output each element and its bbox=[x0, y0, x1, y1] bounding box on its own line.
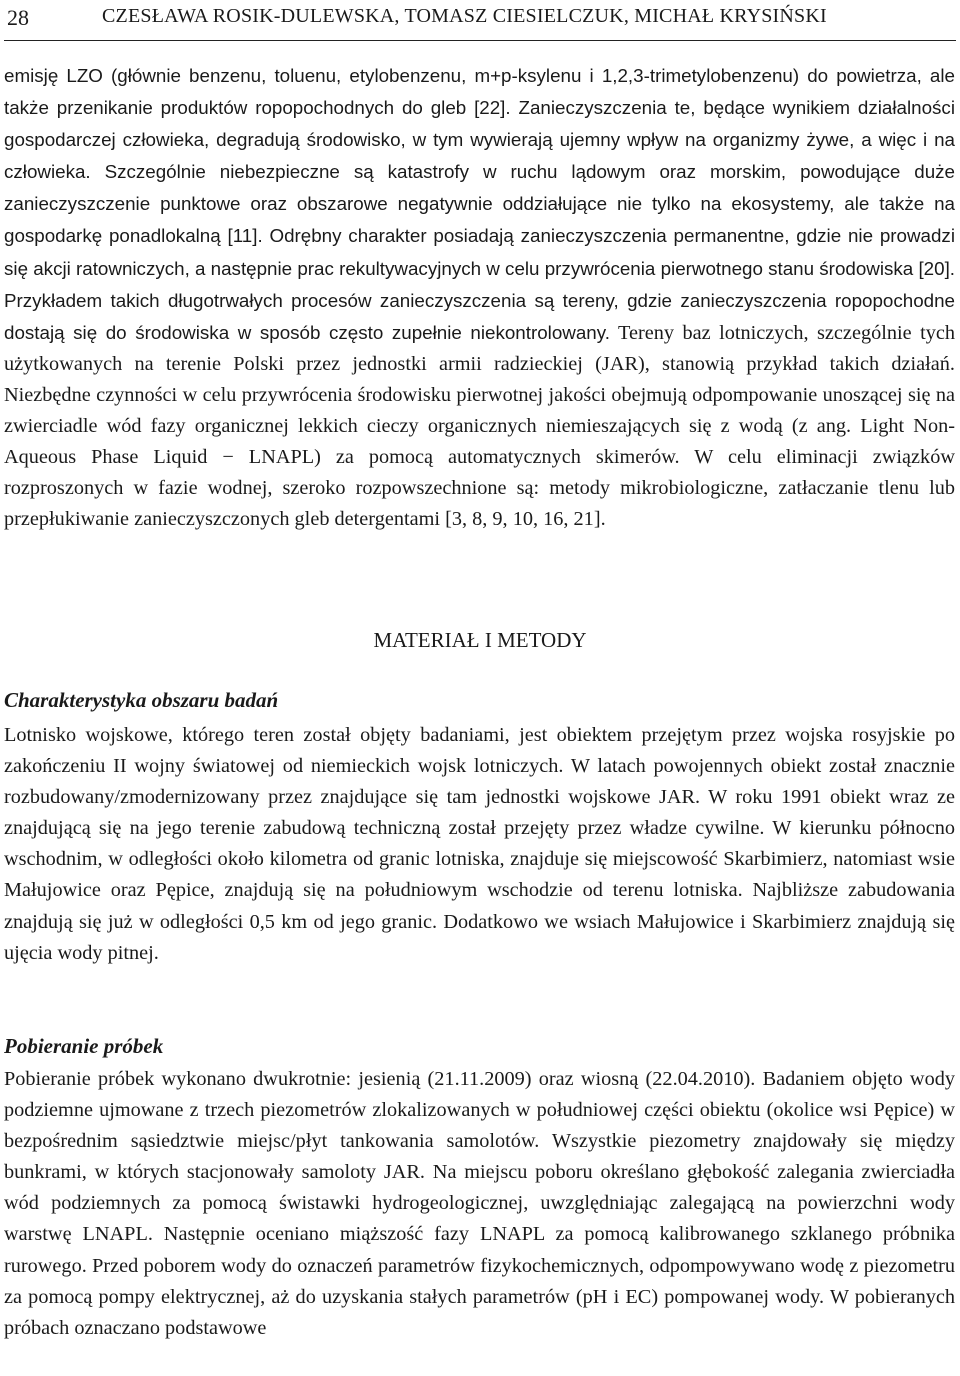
page-number: 28 bbox=[7, 5, 29, 30]
intro-sentences-sans: emisję LZO (głównie benzenu, toluenu, etylobenzenu, m+p-ksylenu i 1,2,3-trimetylobenzenu) do powietrza, ale także przenikanie produktów ropopochodnych do gleb [22]. Zanieczyszczenia te, będące wynikiem działalności gospodarczej człowieka, degradują środowisko, w tym wywierają ujemny wpływ na organizmy żywe, a więc i na człowieka. Szczególnie niebezpieczne są katastrofy w ruchu lądowym oraz morskim, powodujące duże zanieczyszczenie punktowe oraz obszarowe negatywnie oddziałujące nie tylko na ekosystemy, ale także na gospodarkę ponadlokalną [11]. Odrębny charakter posiadają zanieczyszczenia permanentne, gdzie nie prowadzi się akcji ratowniczych, a następnie prac rekultywacyjnych w celu przywrócenia pierwotnego stanu środowiska [20]. bbox=[4, 65, 955, 279]
sampling-paragraph: Pobieranie próbek wykonano dwukrotnie: jesienią (21.11.2009) oraz wiosną (22.04.2010). Badaniem objęto wody podziemne ujmowane z trzech piezometrów zlokalizowanych w południowej części obiektu (okolice wsi Pępice) w bezpośrednim sąsiedztwie miejsc/płyt tankowania samolotów. Wszystkie piezometry znajdowały się między bunkrami, w których stacjonowały samoloty JAR. Na miejscu poboru określano głębokość zalegania zwierciadła wód podziemnych za pomocą świstawki hydrogeologicznej, uwzględniając zalegającą na powierzchni wody warstwę LNAPL. Następnie oceniano miąższość fazy LNAPL za pomocą kalibrowanego szklanego próbnika rurowego. Przed poborem wody do oznaczeń parametrów fizykochemicznych, odpompowywano wodę z piezometru za pomocą pompy elektrycznej, aż do uzyskania stałych parametrów (pH i EC) pompowanej wody. W pobieranych próbach oznaczano podstawowe bbox=[4, 1068, 955, 1339]
running-header bbox=[4, 0, 956, 41]
study-area-paragraph: Lotnisko wojskowe, którego teren został objęty badaniami, jest obiektem przejętym przez wojska rosyjskie po zakończeniu II wojny światowej od niemieckich wojsk lotniczych. W latach powojennych obiekt został znacznie rozbudowany/zmodernizowany przez znajdujące się tam jednostki wojskowe JAR. W roku 1991 obiekt wraz ze znajdującą się na jego terenie zabudową techniczną został przejęty przez władze cywilne. W kierunku północno wschodnim, w odległości około kilometra od granic lotniska, znajduje się miejscowość Skarbimierz, natomiast wsie Małujowice oraz Pępice, znajdują się na południowym wschodzie od terenu lotniska. Najbliższe zabudowania znajdują się już w odległości 0,5 km od jego granic. Dodatkowo we wsiach Małujowice i Skarbimierz znajdują się ujęcia wody pitnej. bbox=[4, 724, 955, 964]
running-head-authors: CZESŁAWA ROSIK-DULEWSKA, TOMASZ CIESIELCZUK, MICHAŁ KRYSIŃSKI bbox=[102, 5, 827, 27]
subheading-study-area: Charakterystyka obszaru badań bbox=[4, 688, 279, 712]
subheading-sampling: Pobieranie próbek bbox=[4, 1034, 164, 1058]
intro-sentences-serif: Tereny baz lotniczych, szczególnie tych użytkowanych na terenie Polski przez jednostki armii radzieckiej (JAR), stanowią przykład takich działań. Niezbędne czynności w celu przywrócenia środowisku pierwotnej jakości obejmują odpompowanie unoszącej się na zwierciadle wód fazy organicznej lekkich cieczy organicznych niemieszających się z wodą (z ang. Light Non-Aqueous Phase Liquid − LNAPL) za pomocą automatycznych skimerów. W celu eliminacji związków rozproszonych w fazie wodnej, szeroko rozpowszechnione są: metody mikrobiologiczne, zatłaczanie tlenu lub przepłukiwanie zanieczyszczonych gleb detergentami [3, 8, 9, 10, 16, 21]. bbox=[4, 321, 955, 531]
section-heading: MATERIAŁ I METODY bbox=[373, 628, 587, 652]
intro-paragraph bbox=[4, 60, 955, 535]
intro-sentence-2: Przykładem takich długotrwałych procesów zanieczyszczenia są tereny, gdzie zanieczyszczenia ropopochodne dostają się do środowiska w sposób często zupełnie niekontrolowany. bbox=[4, 289, 955, 343]
